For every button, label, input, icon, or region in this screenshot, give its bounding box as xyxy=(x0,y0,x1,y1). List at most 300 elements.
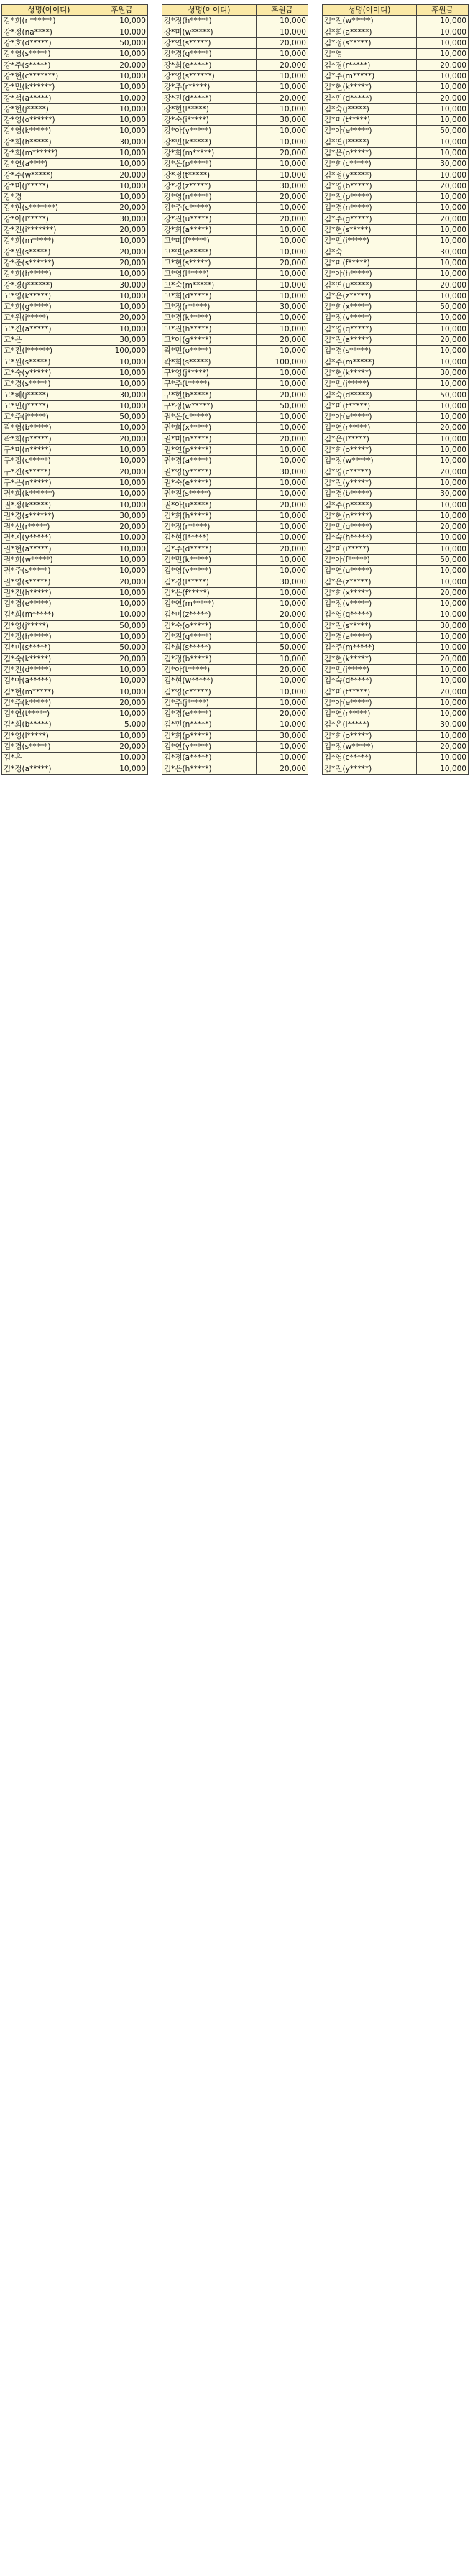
table-row xyxy=(323,587,469,598)
donor-name: 김*미(t*****) xyxy=(323,114,417,125)
donation-amount: 10,000 xyxy=(96,730,147,741)
donation-amount: 20,000 xyxy=(416,93,468,104)
donor-name: 강*주(c*****) xyxy=(162,203,257,213)
donation-amount: 20,000 xyxy=(416,521,468,532)
donation-amount: 10,000 xyxy=(416,510,468,521)
donor-name: 김*희(o*****) xyxy=(323,444,417,455)
table-row xyxy=(2,686,148,697)
donation-amount: 10,000 xyxy=(416,346,468,356)
donation-amount: 20,000 xyxy=(256,543,308,554)
donation-amount: 20,000 xyxy=(96,433,147,444)
table-row xyxy=(162,16,308,27)
donation-amount: 10,000 xyxy=(416,269,468,280)
donor-name: 권*희(k******) xyxy=(2,489,96,500)
donor-name: 김*주(k*****) xyxy=(2,697,96,708)
donation-amount: 50,000 xyxy=(96,411,147,422)
donation-amount: 20,000 xyxy=(96,653,147,664)
donation-amount: 20,000 xyxy=(416,213,468,224)
donor-name: 강*준(s******) xyxy=(2,257,96,268)
table-row xyxy=(323,489,469,500)
table-row xyxy=(323,676,469,686)
donation-amount: 20,000 xyxy=(256,664,308,675)
donation-amount: 10,000 xyxy=(256,137,308,147)
donation-amount: 30,000 xyxy=(96,334,147,345)
donation-amount: 10,000 xyxy=(256,70,308,81)
table-row xyxy=(162,576,308,587)
donor-name: 구*진(s*****) xyxy=(2,466,96,477)
table-row xyxy=(323,114,469,125)
donation-amount: 10,000 xyxy=(96,631,147,642)
donor-name: 강*현(j*****) xyxy=(2,104,96,114)
donor-name: 고*경(s*****) xyxy=(2,379,96,390)
donor-name: 권*정(k*****) xyxy=(2,500,96,510)
table-row xyxy=(323,159,469,170)
donor-name: 강*영(s******) xyxy=(162,70,257,81)
donation-amount: 30,000 xyxy=(96,280,147,290)
donor-name: 김*민(g*****) xyxy=(323,521,417,532)
table-row xyxy=(2,566,148,576)
donor-name: 곽*희(p*****) xyxy=(2,433,96,444)
donation-amount: 10,000 xyxy=(96,367,147,378)
donation-amount: 20,000 xyxy=(256,763,308,774)
donor-name: 강*미(w*****) xyxy=(162,27,257,37)
header-amount: 후원금 xyxy=(416,5,468,16)
donor-name: 고*은 xyxy=(2,334,96,345)
donation-amount: 10,000 xyxy=(96,610,147,620)
header-amount: 후원금 xyxy=(96,5,147,16)
donation-amount: 10,000 xyxy=(96,302,147,313)
donor-name: 김*은(o*****) xyxy=(323,147,417,158)
donor-name: 강*희(m*****) xyxy=(162,147,257,158)
donation-amount: 10,000 xyxy=(96,82,147,93)
table-row xyxy=(2,543,148,554)
donation-amount: 50,000 xyxy=(416,126,468,137)
table-row xyxy=(162,566,308,576)
donor-name: 권*주(s*****) xyxy=(2,566,96,576)
table-row xyxy=(323,126,469,137)
donor-name: 김*진(a*****) xyxy=(323,334,417,345)
donation-amount: 30,000 xyxy=(256,302,308,313)
donor-name: 김*은(z*****) xyxy=(323,290,417,301)
table-row xyxy=(323,620,469,631)
donation-amount: 30,000 xyxy=(416,247,468,257)
table-row xyxy=(162,104,308,114)
donor-name: 강*주(w*****) xyxy=(2,170,96,180)
donation-amount: 10,000 xyxy=(256,203,308,213)
donor-name: 강*경(j******) xyxy=(2,280,96,290)
donor-name: 김*민(i*****) xyxy=(323,236,417,247)
donation-amount: 20,000 xyxy=(416,334,468,345)
donation-amount: 20,000 xyxy=(256,60,308,70)
donor-name: 강*원(s*****) xyxy=(2,247,96,257)
donation-amount: 10,000 xyxy=(256,653,308,664)
donation-amount: 20,000 xyxy=(96,697,147,708)
table-row xyxy=(323,280,469,290)
donor-name: 강*희(e*****) xyxy=(162,60,257,70)
donation-amount: 20,000 xyxy=(256,213,308,224)
donor-name: 김*숙(h*****) xyxy=(323,533,417,543)
donation-amount: 10,000 xyxy=(416,37,468,48)
donor-name: 고*영(k*****) xyxy=(2,290,96,301)
donation-amount: 10,000 xyxy=(96,27,147,37)
donation-amount: 10,000 xyxy=(256,49,308,60)
donor-name: 김*주(j*****) xyxy=(162,697,257,708)
donation-amount: 30,000 xyxy=(416,719,468,730)
donation-amount: 10,000 xyxy=(416,763,468,774)
table-row xyxy=(2,302,148,313)
donor-name: 강*정(h*****) xyxy=(162,16,257,27)
table-row xyxy=(323,70,469,81)
table-row xyxy=(2,741,148,752)
table-row xyxy=(323,697,469,708)
table-row xyxy=(2,379,148,390)
table-row xyxy=(162,433,308,444)
donation-amount: 100,000 xyxy=(256,356,308,367)
donor-name: 김*아(e*****) xyxy=(323,411,417,422)
donation-amount: 10,000 xyxy=(416,566,468,576)
donation-amount: 10,000 xyxy=(416,203,468,213)
donor-name: 강*경 xyxy=(2,192,96,203)
donation-amount: 10,000 xyxy=(256,676,308,686)
table-row xyxy=(162,159,308,170)
table-row xyxy=(162,477,308,488)
donation-amount: 100,000 xyxy=(96,346,147,356)
donation-amount: 10,000 xyxy=(96,379,147,390)
table-row xyxy=(323,411,469,422)
donor-name: 김*연(r*****) xyxy=(323,709,417,719)
donor-name: 강*희(h*****) xyxy=(2,137,96,147)
table-row xyxy=(162,719,308,730)
table-row xyxy=(162,587,308,598)
donor-name: 김*아(f*****) xyxy=(323,554,417,565)
donor-name: 구*미(n*****) xyxy=(2,444,96,455)
donor-name: 김*현(s*****) xyxy=(323,224,417,235)
donation-amount: 10,000 xyxy=(96,356,147,367)
donor-name: 김*경(s*****) xyxy=(2,741,96,752)
donor-name: 김*정(h*****) xyxy=(2,631,96,642)
table-row xyxy=(323,599,469,610)
table-row xyxy=(162,192,308,203)
donation-amount: 10,000 xyxy=(256,489,308,500)
donation-amount: 10,000 xyxy=(96,180,147,191)
donor-name: 김*미(s*****) xyxy=(2,643,96,653)
donor-name: 김*현(k*****) xyxy=(323,82,417,93)
table-row xyxy=(162,137,308,147)
donor-name: 김*정(w*****) xyxy=(323,741,417,752)
donor-name: 김*아(t*****) xyxy=(162,664,257,675)
donation-amount: 10,000 xyxy=(416,676,468,686)
table-row xyxy=(2,180,148,191)
table-row xyxy=(2,709,148,719)
donation-amount: 10,000 xyxy=(96,16,147,27)
table-row xyxy=(162,257,308,268)
table-row xyxy=(323,137,469,147)
donor-name: 고*숙(y*****) xyxy=(2,367,96,378)
donor-table-col-3 xyxy=(322,4,469,775)
table-row xyxy=(162,533,308,543)
donor-name: 강*영(n*****) xyxy=(162,192,257,203)
table-row xyxy=(323,400,469,411)
donor-name: 김*경(s*****) xyxy=(323,346,417,356)
donor-name: 강*민(k*****) xyxy=(162,137,257,147)
table-row xyxy=(2,114,148,125)
table-row xyxy=(2,390,148,400)
table-row xyxy=(162,753,308,763)
donor-name: 김*주(m*****) xyxy=(323,70,417,81)
donor-name: 권*아(u*****) xyxy=(162,500,257,510)
donor-name: 김*민(j*****) xyxy=(323,379,417,390)
table-row xyxy=(323,269,469,280)
table-row xyxy=(323,104,469,114)
table-row xyxy=(162,521,308,532)
table-row xyxy=(323,763,469,774)
donor-table-col-1 xyxy=(1,4,148,775)
donation-amount: 20,000 xyxy=(416,280,468,290)
donation-amount: 20,000 xyxy=(96,203,147,213)
donation-amount: 20,000 xyxy=(96,521,147,532)
donor-name: 강*현(l*****) xyxy=(162,104,257,114)
donation-amount: 20,000 xyxy=(416,653,468,664)
donation-amount: 30,000 xyxy=(256,730,308,741)
donation-amount: 10,000 xyxy=(256,379,308,390)
donor-name: 김*희(a*****) xyxy=(323,27,417,37)
donor-name: 김*진(y*****) xyxy=(323,763,417,774)
donor-name: 김*경(n*****) xyxy=(323,203,417,213)
table-row xyxy=(2,126,148,137)
table-row xyxy=(2,763,148,774)
table-row xyxy=(323,93,469,104)
donor-name: 김*미(f*****) xyxy=(323,257,417,268)
table-row xyxy=(323,477,469,488)
donor-name: 고*경(k*****) xyxy=(162,313,257,323)
donation-amount: 20,000 xyxy=(416,423,468,433)
donor-name: 강*숙(i*****) xyxy=(162,114,257,125)
donor-name: 강*진(i*******) xyxy=(2,224,96,235)
donation-amount: 10,000 xyxy=(416,16,468,27)
table-row xyxy=(2,500,148,510)
donation-amount: 10,000 xyxy=(256,599,308,610)
donor-name: 곽*영(b*****) xyxy=(2,423,96,433)
donation-amount: 10,000 xyxy=(256,313,308,323)
donor-name: 김*연(m*****) xyxy=(162,599,257,610)
table-row xyxy=(162,114,308,125)
table-row xyxy=(323,664,469,675)
table-row xyxy=(323,390,469,400)
donor-name: 김*정(b*****) xyxy=(162,653,257,664)
table-row xyxy=(162,213,308,224)
donor-name: 김*현(n*****) xyxy=(323,510,417,521)
header-name: 성명(아이디) xyxy=(162,5,257,16)
donation-amount: 10,000 xyxy=(256,236,308,247)
donor-name: 김*주(p*****) xyxy=(323,500,417,510)
table-row xyxy=(323,60,469,70)
donation-amount: 10,000 xyxy=(416,631,468,642)
donor-name: 김*영(l*****) xyxy=(2,730,96,741)
table-row xyxy=(2,323,148,334)
donation-amount: 20,000 xyxy=(96,247,147,257)
table-row xyxy=(323,719,469,730)
table-row xyxy=(162,70,308,81)
donor-name: 김*영(j*****) xyxy=(2,620,96,631)
table-row xyxy=(162,147,308,158)
donation-amount: 10,000 xyxy=(96,456,147,466)
donation-amount: 10,000 xyxy=(96,126,147,137)
table-row xyxy=(162,236,308,247)
table-row xyxy=(2,411,148,422)
table-row xyxy=(162,741,308,752)
donor-name: 고*주(j*****) xyxy=(2,411,96,422)
table-row xyxy=(162,400,308,411)
table-row xyxy=(323,213,469,224)
header-name: 성명(아이디) xyxy=(323,5,417,16)
donor-name: 김*경(e*****) xyxy=(162,709,257,719)
table-row xyxy=(323,16,469,27)
table-row xyxy=(323,653,469,664)
donation-amount: 10,000 xyxy=(96,554,147,565)
donation-amount: 10,000 xyxy=(256,82,308,93)
donor-name: 강*현(c*******) xyxy=(2,70,96,81)
donor-name: 김*영(c*****) xyxy=(162,686,257,697)
donor-name: 고*숙(m*****) xyxy=(162,280,257,290)
table-row xyxy=(162,170,308,180)
table-row xyxy=(2,224,148,235)
donation-amount: 50,000 xyxy=(256,643,308,653)
donor-name: 권*경(s******) xyxy=(2,510,96,521)
donation-amount: 10,000 xyxy=(256,620,308,631)
donor-name: 강*연(a****) xyxy=(2,159,96,170)
donation-amount: 10,000 xyxy=(416,599,468,610)
donation-amount: 30,000 xyxy=(256,114,308,125)
table-row xyxy=(2,423,148,433)
donation-amount: 30,000 xyxy=(96,213,147,224)
donor-name: 김*경(a*****) xyxy=(323,631,417,642)
donation-amount: 10,000 xyxy=(416,192,468,203)
donation-amount: 10,000 xyxy=(96,192,147,203)
table-row xyxy=(2,664,148,675)
header-name: 성명(아이디) xyxy=(2,5,96,16)
donor-name: 김*현(w*****) xyxy=(162,676,257,686)
donor-name: 김*숙(k*****) xyxy=(2,653,96,664)
donation-amount: 10,000 xyxy=(416,500,468,510)
donation-amount: 10,000 xyxy=(256,456,308,466)
donation-amount: 20,000 xyxy=(96,170,147,180)
donor-name: 강*주(r*****) xyxy=(162,82,257,93)
table-row xyxy=(2,247,148,257)
table-row xyxy=(2,521,148,532)
donor-name: 곽*민(o*****) xyxy=(162,346,257,356)
donor-name: 김*숙(o*****) xyxy=(162,620,257,631)
donation-amount: 10,000 xyxy=(416,323,468,334)
donation-amount: 20,000 xyxy=(256,147,308,158)
donation-amount: 10,000 xyxy=(416,697,468,708)
donor-name: 김*영(b*****) xyxy=(323,180,417,191)
table-row xyxy=(323,686,469,697)
donor-name: 권*진(s*****) xyxy=(162,489,257,500)
table-row xyxy=(2,170,148,180)
donation-amount: 20,000 xyxy=(416,686,468,697)
table-row xyxy=(162,290,308,301)
donation-amount: 10,000 xyxy=(416,709,468,719)
donation-amount: 10,000 xyxy=(416,456,468,466)
donation-amount: 10,000 xyxy=(256,686,308,697)
table-row xyxy=(323,346,469,356)
table-row xyxy=(323,423,469,433)
table-row xyxy=(2,489,148,500)
donor-name: 강*희(h*****) xyxy=(2,269,96,280)
donor-name: 구*정(w*****) xyxy=(162,400,257,411)
donation-amount: 10,000 xyxy=(96,753,147,763)
donation-amount: 10,000 xyxy=(256,126,308,137)
table-row xyxy=(162,269,308,280)
donation-amount: 50,000 xyxy=(256,400,308,411)
table-row xyxy=(323,356,469,367)
donation-amount: 10,000 xyxy=(416,313,468,323)
donation-amount: 20,000 xyxy=(96,224,147,235)
donor-name: 김*아(a*****) xyxy=(2,676,96,686)
table-row xyxy=(323,247,469,257)
donor-name: 김*영 xyxy=(323,49,417,60)
donor-name: 강*주(s*****) xyxy=(2,60,96,70)
donor-name: 김*진(s*****) xyxy=(323,620,417,631)
table-row xyxy=(323,533,469,543)
donation-amount: 10,000 xyxy=(256,280,308,290)
table-row xyxy=(323,367,469,378)
donor-name: 김*연(t*****) xyxy=(2,709,96,719)
table-row xyxy=(2,719,148,730)
table-row xyxy=(162,709,308,719)
donor-name: 김*미(t*****) xyxy=(323,686,417,697)
donor-name: 강*현(s*******) xyxy=(2,203,96,213)
donor-name: 강*민(k******) xyxy=(2,82,96,93)
table-row xyxy=(2,290,148,301)
donation-amount: 20,000 xyxy=(256,257,308,268)
donation-amount: 10,000 xyxy=(96,543,147,554)
table-row xyxy=(162,653,308,664)
donor-name: 고*원(s*****) xyxy=(2,356,96,367)
donor-name: 구*현(b*****) xyxy=(162,390,257,400)
donation-amount: 20,000 xyxy=(416,60,468,70)
table-row xyxy=(162,93,308,104)
table-row xyxy=(2,477,148,488)
table-row xyxy=(2,367,148,378)
table-row xyxy=(162,676,308,686)
table-row xyxy=(2,433,148,444)
donor-name: 김*정(a*****) xyxy=(2,763,96,774)
table-row xyxy=(162,489,308,500)
donation-amount: 20,000 xyxy=(256,334,308,345)
donation-amount: 10,000 xyxy=(416,236,468,247)
table-row xyxy=(323,741,469,752)
donation-amount: 10,000 xyxy=(96,489,147,500)
donor-name: 김*현(k*****) xyxy=(323,367,417,378)
table-row xyxy=(162,27,308,37)
donor-name: 김*진(g*****) xyxy=(162,631,257,642)
donor-name: 김*정(v*****) xyxy=(323,599,417,610)
table-row xyxy=(323,170,469,180)
table-row xyxy=(162,411,308,422)
donor-name: 고*진(h*****) xyxy=(162,323,257,334)
table-row xyxy=(2,533,148,543)
donor-name: 김*주(g*****) xyxy=(323,213,417,224)
donation-amount: 10,000 xyxy=(96,664,147,675)
donor-name: 강*호(d*****) xyxy=(2,37,96,48)
donation-amount: 10,000 xyxy=(256,477,308,488)
donation-amount: 10,000 xyxy=(256,16,308,27)
table-row xyxy=(2,147,148,158)
donor-name: 권*영(y*****) xyxy=(162,466,257,477)
donation-amount: 10,000 xyxy=(96,49,147,60)
donation-amount: 10,000 xyxy=(256,741,308,752)
